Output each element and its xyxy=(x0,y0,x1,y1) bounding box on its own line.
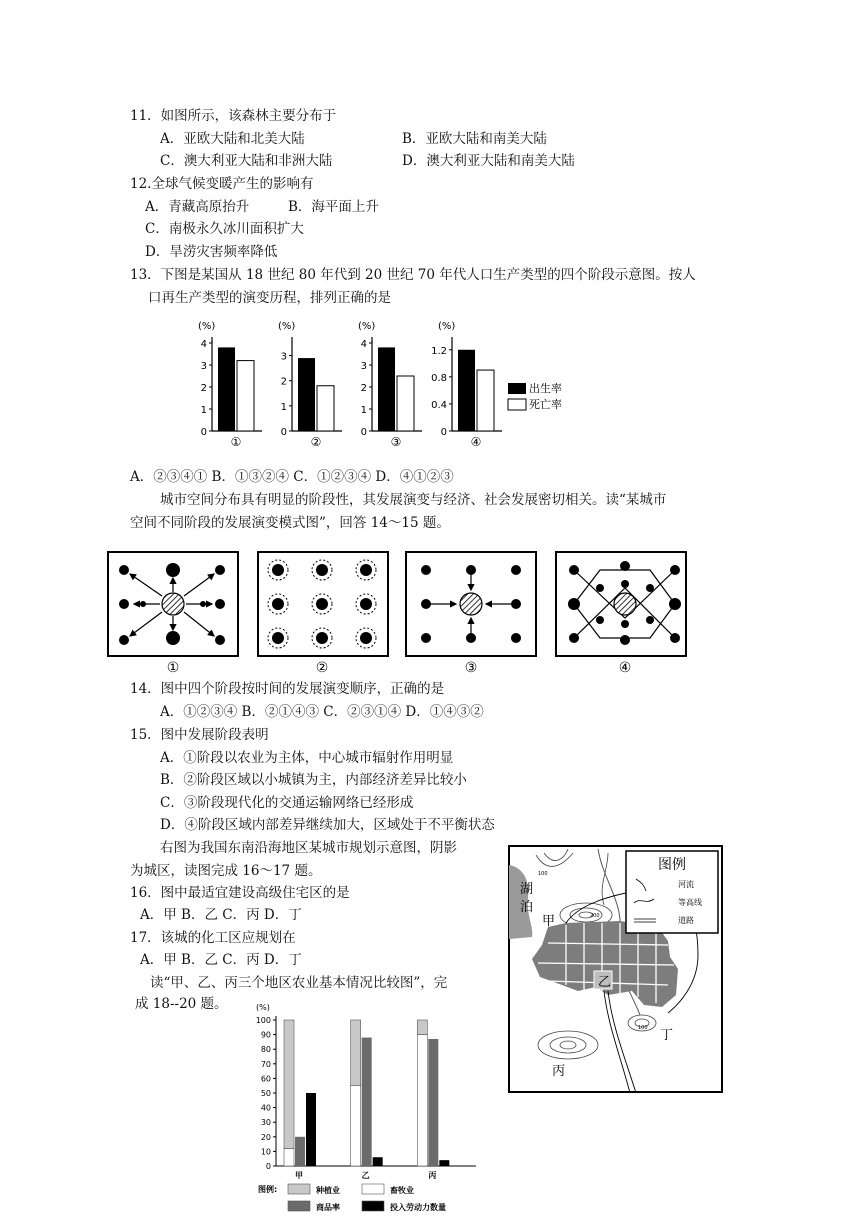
q16-stem: 16．图中最适宜建设高级住宅区的是 xyxy=(130,885,350,901)
q11-option-b: B．亚欧大陆和南美大陆 xyxy=(402,131,547,147)
stage-3-diagram xyxy=(406,552,536,656)
bd-tick-label: 1 xyxy=(280,401,287,413)
bd-tick-label: 0 xyxy=(200,427,207,438)
q15-option-a: A．①阶段以农业为主体，中心城市辐射作用明显 xyxy=(160,750,454,766)
q14-stem: 14．图中四个阶段按时间的发展演变顺序，正确的是 xyxy=(130,681,445,697)
stage-label-4: ④ xyxy=(618,660,632,676)
agri-legend-label: 种植业 xyxy=(316,1186,340,1195)
legend-swatch-death xyxy=(508,399,526,410)
agri-crop-bar xyxy=(351,1020,361,1086)
intro-18-20-line2: 成 18--20 题。 xyxy=(135,996,228,1012)
q11-stem: 11．如图所示，该森林主要分布于 xyxy=(130,108,337,124)
q12-option-a: A．青藏高原抬升 xyxy=(145,199,250,215)
lake-label-2: 泊 xyxy=(520,900,534,915)
bd-tick-label: 2 xyxy=(200,383,207,394)
agri-legend-label: 投入劳动力数量 xyxy=(390,1203,446,1212)
bd-unit-4: (%) xyxy=(438,321,456,332)
bd-unit-1: (%) xyxy=(198,321,216,332)
stage-4-diagram xyxy=(556,552,686,656)
bd-tick-label: 4 xyxy=(200,339,207,350)
agri-labor-bar xyxy=(306,1093,316,1166)
agri-tick-label: 20 xyxy=(260,1132,271,1142)
legend-contour: 等高线 xyxy=(678,898,702,907)
bd-tick-label: 0.8 xyxy=(431,372,447,384)
contour-label-100a: 100 xyxy=(538,871,548,877)
q15-stem: 15．图中发展阶段表明 xyxy=(130,727,269,743)
birth-death-rate-figure xyxy=(190,315,562,450)
bd-tick-label: 0 xyxy=(280,427,287,438)
agri-y-unit: (%) xyxy=(256,1003,270,1012)
intro-16-17-line2: 为城区，读图完成 16～17 题。 xyxy=(130,863,322,879)
bd-tick-label: 1 xyxy=(200,405,207,416)
q13-stem-line2: 口再生产类型的演变历程，排列正确的是 xyxy=(148,290,391,306)
bd-tick-label: 3 xyxy=(280,351,287,363)
bd-death-bar-2 xyxy=(317,386,334,431)
bd-death-bar-3 xyxy=(397,376,414,431)
agri-legend-swatch xyxy=(362,1184,384,1194)
agri-legend-label: 商品率 xyxy=(316,1203,340,1212)
stage-1-diagram xyxy=(108,552,238,656)
legend-swatch-birth xyxy=(508,383,526,394)
stage-2-diagram xyxy=(258,552,388,656)
q17-options: A．甲 B．乙 C．丙 D．丁 xyxy=(140,952,302,968)
bd-birth-bar-2 xyxy=(298,358,315,431)
bd-panel-label-1: ① xyxy=(230,435,242,449)
place-ding: 丁 xyxy=(660,1028,674,1043)
place-yi: 乙 xyxy=(598,975,612,990)
q15-option-b: B．②阶段区域以小城镇为主，内部经济差异比较小 xyxy=(160,772,467,788)
agri-tick-label: 30 xyxy=(260,1118,271,1128)
bd-tick-label: 0 xyxy=(440,427,447,438)
agri-legend-label: 畜牧业 xyxy=(390,1186,414,1195)
agri-tick-label: 70 xyxy=(260,1059,271,1069)
bd-unit-3: (%) xyxy=(358,321,376,332)
bd-panel-label-2: ② xyxy=(310,435,322,449)
agri-crop-bar xyxy=(417,1020,427,1035)
stage-label-1: ① xyxy=(166,660,180,676)
agri-legend-swatch xyxy=(362,1201,384,1211)
bd-birth-bar-1 xyxy=(218,347,235,431)
map-legend xyxy=(626,851,718,933)
bd-death-bar-4 xyxy=(477,370,494,431)
map-legend-title: 图例 xyxy=(658,857,686,873)
bd-birth-bar-3 xyxy=(378,347,395,431)
legend-birth-label: 出生率 xyxy=(529,382,562,395)
agri-livestock-bar xyxy=(284,1148,294,1166)
agri-labor-bar xyxy=(373,1157,383,1166)
legend-road: 道路 xyxy=(678,916,694,925)
agri-commodity-bar xyxy=(295,1137,305,1166)
bd-tick-label: 1 xyxy=(360,405,367,416)
agriculture-comparison-chart xyxy=(250,998,490,1216)
city-planning-map xyxy=(508,845,723,1093)
bd-tick-label: 0.4 xyxy=(431,399,447,411)
bd-tick-label: 2 xyxy=(280,376,287,388)
agri-category-label: 丙 xyxy=(428,1171,437,1180)
agri-legend-swatch xyxy=(288,1184,310,1194)
agri-livestock-bar xyxy=(417,1035,427,1166)
q11-option-c: C．澳大利亚大陆和非洲大陆 xyxy=(160,153,333,169)
agri-tick-label: 80 xyxy=(260,1045,271,1055)
agri-crop-bar xyxy=(284,1020,294,1148)
q13-stem-line1: 13．下图是某国从 18 世纪 80 年代到 20 世纪 70 年代人口生产类型的四个阶段示意图。按人 xyxy=(130,267,696,283)
q14-options: A．①②③④ B．②①④③ C．②③①④ D．①④③② xyxy=(160,704,484,720)
legend-death-label: 死亡率 xyxy=(529,398,562,411)
intro-16-17-line1: 右图为我国东南沿海地区某城市规划示意图，阴影 xyxy=(160,840,457,856)
bd-tick-label: 2 xyxy=(360,383,367,394)
bd-tick-label: 4 xyxy=(360,339,367,350)
q12-option-b: B．海平面上升 xyxy=(288,199,379,215)
q17-stem: 17．该城的化工区应规划在 xyxy=(130,930,296,946)
bd-tick-label: 3 xyxy=(200,361,207,372)
agri-tick-label: 40 xyxy=(260,1103,271,1113)
lake-label-1: 湖 xyxy=(520,882,534,897)
bd-panel-label-4: ④ xyxy=(470,435,482,449)
q13-options: A．②③④① B．①③②④ C．①②③④ D．④①②③ xyxy=(130,469,454,485)
agri-legend-swatch xyxy=(288,1201,310,1211)
intro-14-15-line2: 空间不同阶段的发展演变模式图”，回答 14～15 题。 xyxy=(130,515,450,531)
bd-death-bar-1 xyxy=(237,361,254,431)
agri-commodity-bar xyxy=(362,1038,372,1166)
bd-tick-label: 1.2 xyxy=(431,345,447,357)
q15-option-d: D．④阶段区域内部差异继续加大，区域处于不平衡状态 xyxy=(160,817,495,833)
q12-option-d: D．旱涝灾害频率降低 xyxy=(145,244,278,260)
bd-tick-label: 3 xyxy=(360,361,367,372)
contour-label-100b: 100 xyxy=(638,1025,648,1031)
agri-legend-title: 图例: xyxy=(258,1185,278,1194)
q16-options: A．甲 B．乙 C．丙 D．丁 xyxy=(140,907,302,923)
agri-tick-label: 0 xyxy=(265,1162,271,1171)
city-stage-diagrams xyxy=(100,548,720,678)
bd-birth-bar-4 xyxy=(458,350,475,431)
agri-tick-label: 50 xyxy=(260,1089,271,1098)
legend-river: 河流 xyxy=(678,880,694,889)
stage-label-2: ② xyxy=(315,660,329,676)
agri-category-label: 甲 xyxy=(295,1171,303,1180)
agri-labor-bar xyxy=(439,1160,449,1166)
agri-tick-label: 10 xyxy=(260,1147,271,1157)
bd-tick-label: 0 xyxy=(360,427,367,438)
agri-tick-label: 90 xyxy=(260,1030,271,1040)
agri-tick-label: 60 xyxy=(260,1074,271,1084)
stage-label-3: ③ xyxy=(464,660,478,676)
contour-label-200: 200 xyxy=(590,913,600,919)
q12-option-c: C．南极永久冰川面积扩大 xyxy=(145,221,304,237)
q11-option-d: D．澳大利亚大陆和南美大陆 xyxy=(402,153,575,169)
agri-commodity-bar xyxy=(428,1039,438,1166)
agri-livestock-bar xyxy=(351,1086,361,1166)
agri-category-label: 乙 xyxy=(361,1171,370,1180)
q15-option-c: C．③阶段现代化的交通运输网络已经形成 xyxy=(160,795,414,811)
agri-tick-label: 100 xyxy=(255,1016,271,1025)
q12-stem: 12.全球气候变暖产生的影响有 xyxy=(130,176,314,192)
bd-unit-2: (%) xyxy=(278,321,296,332)
intro-18-20-line1: 读“甲、乙、丙三个地区农业基本情况比较图”，完 xyxy=(150,975,448,991)
place-bing: 丙 xyxy=(552,1064,566,1079)
bd-panel-label-3: ③ xyxy=(390,435,402,449)
q11-option-a: A．亚欧大陆和北美大陆 xyxy=(160,131,305,147)
intro-14-15-line1: 城市空间分布具有明显的阶段性，其发展演变与经济、社会发展密切相关。读“某城市 xyxy=(160,492,667,508)
place-jia: 甲 xyxy=(542,914,556,929)
